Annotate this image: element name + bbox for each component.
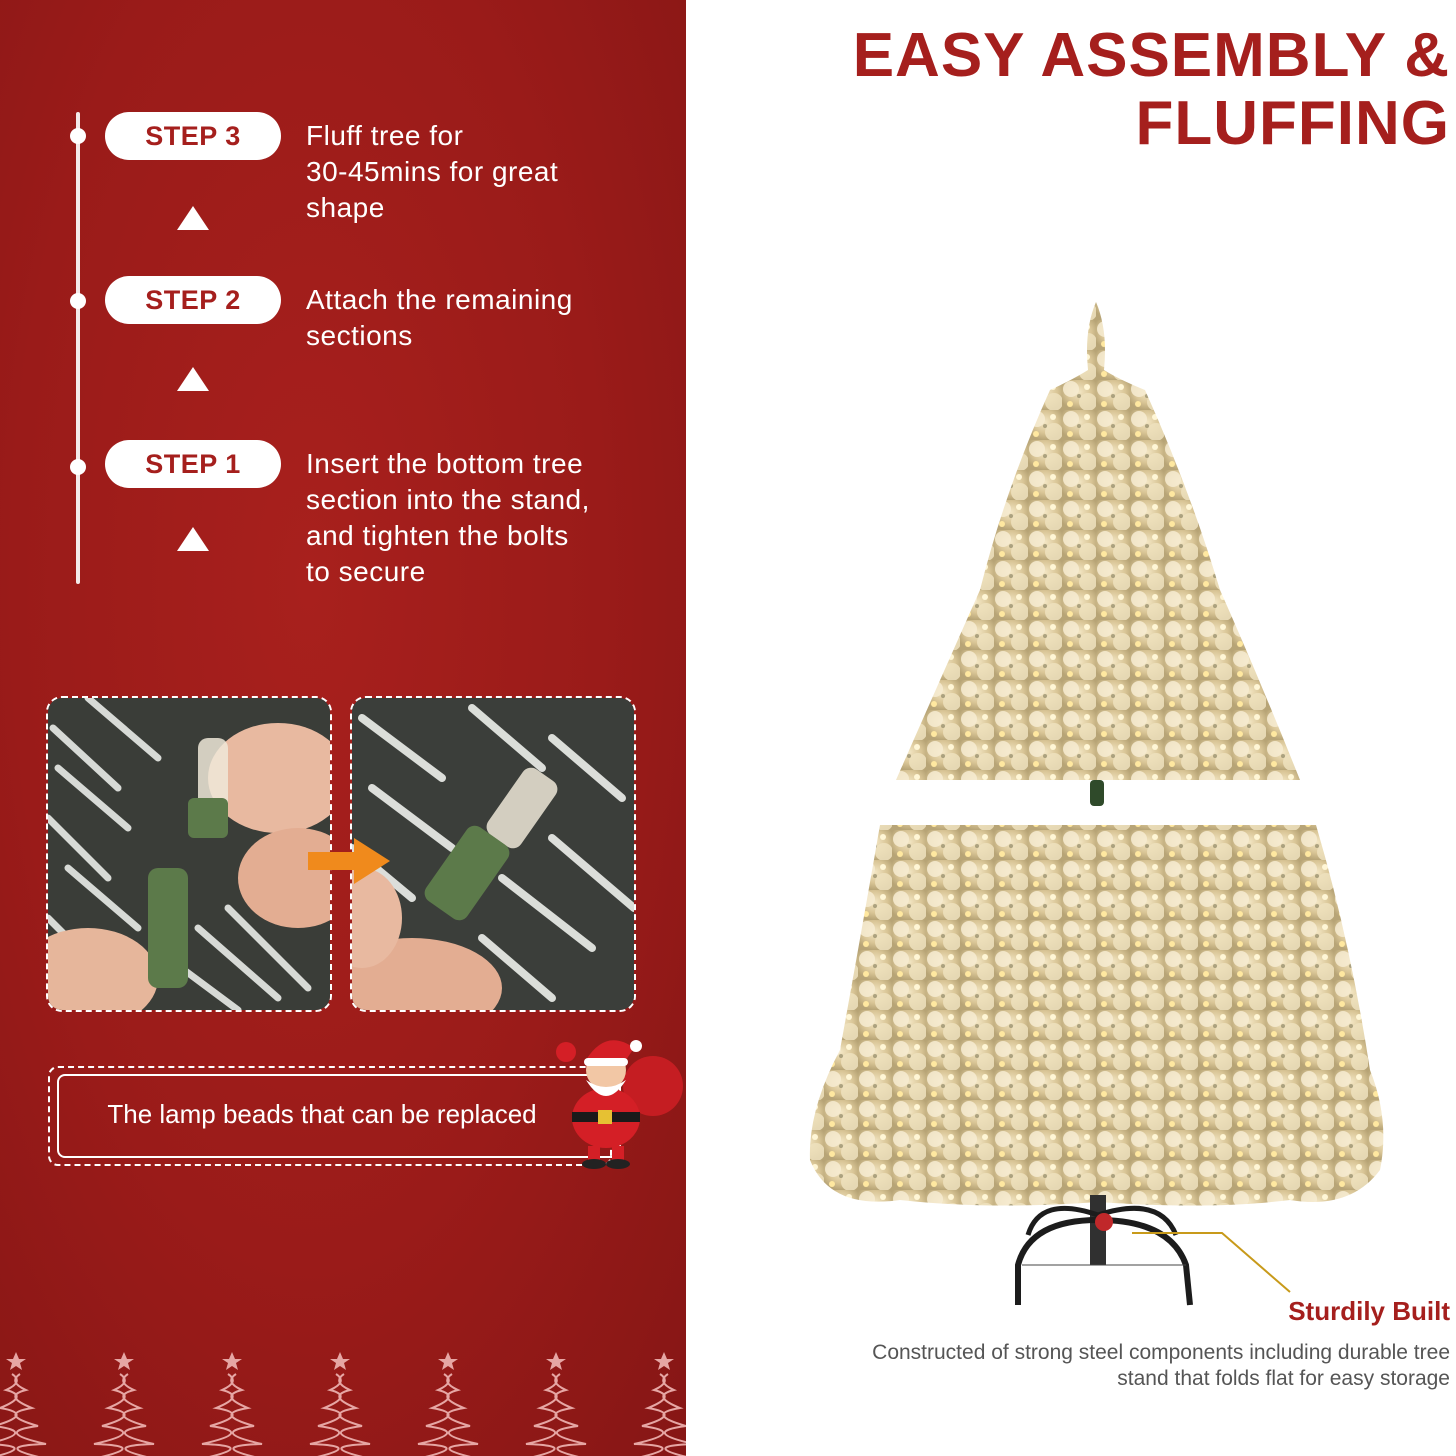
- timeline-dot: [70, 293, 86, 309]
- bulb-removal-photo: [46, 696, 332, 1012]
- up-triangle-icon: [177, 206, 209, 230]
- bulb-installed-photo: [350, 696, 636, 1012]
- christmas-tree-decor-icon: [0, 1348, 686, 1456]
- step-3-text: Fluff tree for 30-45mins for great shape: [306, 120, 559, 223]
- arrow-right-icon: [308, 838, 390, 884]
- feature-description: Constructed of strong steel components including durable tree stand that folds flat for easy storage: [872, 1341, 1450, 1390]
- timeline-dot: [70, 128, 86, 144]
- step-2-badge: STEP 2: [105, 276, 281, 324]
- timeline-dot: [70, 459, 86, 475]
- up-triangle-icon: [177, 527, 209, 551]
- christmas-tree-image: [790, 290, 1410, 1320]
- up-triangle-icon: [177, 367, 209, 391]
- step-1-text: Insert the bottom tree section into the stand, and tighten the bolts to secure: [306, 448, 590, 587]
- step-2-text: Attach the remaining sections: [306, 284, 573, 351]
- feature-title: Sturdily Built: [1288, 1296, 1450, 1326]
- step-3-badge: STEP 3: [105, 112, 281, 160]
- step-1-badge: STEP 1: [105, 440, 281, 488]
- lamp-note-text: The lamp beads that can be replaced: [107, 1099, 537, 1129]
- santa-illustration: [548, 1028, 686, 1170]
- timeline-line: [76, 112, 80, 584]
- page-heading: EASY ASSEMBLY & FLUFFING: [852, 21, 1450, 158]
- assembly-steps-panel: [0, 0, 686, 1456]
